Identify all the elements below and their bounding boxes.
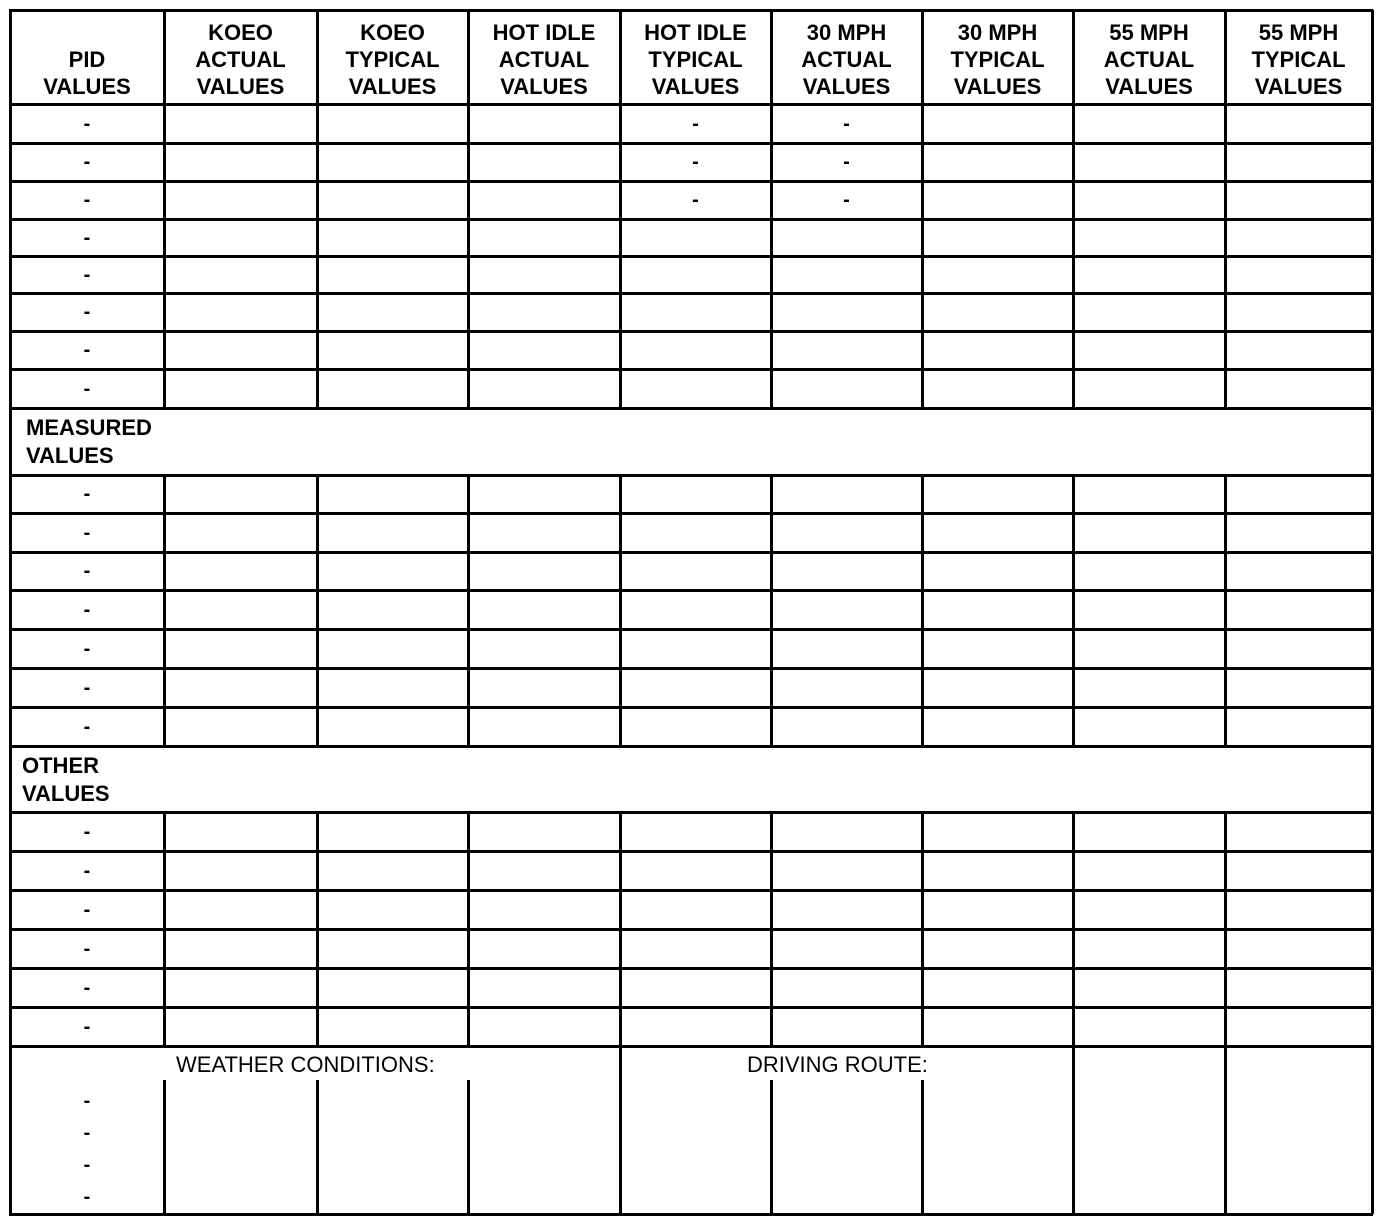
column-header-mph30_typical [922,10,1073,104]
row-rule [9,142,1373,145]
cell-dash: - [83,715,91,738]
cell-dash: - [83,1154,91,1176]
column-rule [921,475,924,746]
column-header-pid-text: PID VALUES [43,47,131,99]
table-cell [468,104,620,143]
column-header-mph55_typical-text: 55 MPH TYPICAL VALUES [1251,20,1346,99]
table-cell [1225,293,1372,331]
table-cell [771,369,922,408]
driving-route-label-text: DRIVING ROUTE: [747,1052,928,1077]
cell-dash: - [83,976,91,999]
row-rule [9,330,1373,333]
column-rule [316,475,319,746]
other-row-label [10,968,164,1007]
row-rule [9,551,1373,554]
cell-dash: - [83,898,91,921]
table-cell [922,219,1073,256]
table-cell [468,256,620,293]
footer-column-rule [921,1080,924,1214]
table-cell [620,293,771,331]
weather-conditions-label-text: WEATHER CONDITIONS: [176,1052,435,1077]
table-cell [620,143,771,181]
table-cell [468,369,620,408]
footer-dash [10,1185,164,1209]
column-header-mph30_typical-text: 30 MPH TYPICAL VALUES [950,20,1045,99]
table-cell [1073,331,1225,369]
row-rule [9,589,1373,592]
section-title-other [10,746,1372,812]
column-header-hot_idle_typical [620,10,771,104]
table-cell [1073,293,1225,331]
column-rule [163,812,166,1046]
table-cell [1073,369,1225,408]
table-cell [1225,369,1372,408]
other-row-label [10,812,164,851]
table-cell [164,369,317,408]
cell-dash: - [83,1015,91,1038]
cell-dash: - [843,112,850,135]
column-header-mph55_typical [1225,10,1372,104]
cell-dash: - [843,151,850,173]
column-rule [1072,10,1075,408]
row-rule [9,218,1373,221]
other-row-label [10,890,164,929]
cell-dash: - [843,189,850,211]
table-cell [922,293,1073,331]
cell-dash: - [83,339,91,361]
column-rule [770,10,773,408]
table-cell [1073,181,1225,219]
column-rule [619,475,622,746]
column-header-mph30_actual [771,10,922,104]
table-cell [771,256,922,293]
pid-row-label [10,104,164,143]
table-cell [620,219,771,256]
table-cell [164,331,317,369]
pid-row-label [10,369,164,408]
column-rule [619,10,622,408]
measured-title-bottom-rule [9,474,1373,477]
table-cell [771,331,922,369]
table-cell [922,256,1073,293]
row-rule [9,255,1373,258]
driving-route-label [747,1052,1073,1082]
column-header-mph55_actual [1073,10,1225,104]
footer-column-rule [770,1080,773,1214]
table-cell [164,143,317,181]
table-cell [317,219,468,256]
cell-dash: - [692,151,699,173]
column-rule [770,475,773,746]
row-rule [9,850,1373,853]
table-cell [922,104,1073,143]
cell-dash: - [83,1122,91,1144]
column-rule [1224,10,1227,408]
table-cell [620,104,771,143]
row-rule [9,368,1373,371]
table-cell [620,181,771,219]
section-title-measured [10,408,1372,475]
table-cell [1225,219,1372,256]
cell-dash: - [83,151,91,173]
cell-dash: - [83,859,91,882]
section-title-measured-text: MEASURED VALUES [26,415,152,468]
column-header-mph30_actual-text: 30 MPH ACTUAL VALUES [801,20,892,99]
footer-column-rule [619,1046,622,1214]
column-header-hot_idle_typical-text: HOT IDLE TYPICAL VALUES [644,20,747,99]
table-cell [164,181,317,219]
other-title-bottom-rule [9,811,1373,814]
table-left-border [9,10,12,1214]
cell-dash: - [83,521,91,544]
measured-row-label [10,629,164,668]
table-cell [922,369,1073,408]
cell-dash: - [83,560,91,582]
cell-dash: - [83,676,91,699]
table-cell [771,219,922,256]
table-cell [620,369,771,408]
measured-row-label [10,668,164,707]
column-header-pid [10,10,164,104]
row-rule [9,628,1373,631]
pid-row-label [10,181,164,219]
row-rule [9,1006,1373,1009]
measured-row-label [10,552,164,590]
table-cell [620,331,771,369]
column-rule [467,10,470,408]
table-cell [771,104,922,143]
row-rule [9,967,1373,970]
row-rule [9,180,1373,183]
table-cell [164,293,317,331]
table-cell [468,143,620,181]
table-cell [317,143,468,181]
column-rule [770,812,773,1046]
column-header-hot_idle_actual [468,10,620,104]
column-header-koeo_typical-text: KOEO TYPICAL VALUES [345,20,440,99]
table-cell [1225,256,1372,293]
measured-row-label [10,590,164,629]
row-rule [9,407,1373,410]
table-cell [164,104,317,143]
column-rule [163,475,166,746]
table-cell [1225,143,1372,181]
cell-dash: - [692,189,699,211]
table-right-border [1371,10,1374,1214]
other-row-label [10,1007,164,1046]
column-rule [1224,812,1227,1046]
table-cell [317,331,468,369]
column-header-mph55_actual-text: 55 MPH ACTUAL VALUES [1103,20,1195,99]
row-rule [9,889,1373,892]
column-rule [921,10,924,408]
cell-dash: - [83,301,91,323]
measured-row-label [10,475,164,513]
cell-dash: - [83,263,91,286]
table-cell [468,331,620,369]
row-rule [9,292,1373,295]
table-cell [771,181,922,219]
table-cell [771,293,922,331]
header-bottom-rule [9,103,1373,106]
column-header-hot_idle_actual-text: HOT IDLE ACTUAL VALUES [492,20,596,99]
footer-column-rule [316,1080,319,1214]
section-title-other-text: OTHER VALUES [22,753,110,806]
cell-dash: - [83,226,91,249]
pid-row-label [10,293,164,331]
table-cell [1225,104,1372,143]
table-cell [1225,331,1372,369]
other-row-label [10,929,164,968]
column-rule [921,812,924,1046]
footer-column-rule [467,1080,470,1214]
cell-dash: - [692,112,699,135]
cell-dash: - [83,937,91,960]
cell-dash: - [83,483,91,505]
cell-dash: - [83,1186,91,1208]
table-cell [1073,104,1225,143]
table-cell [164,256,317,293]
column-rule [316,812,319,1046]
column-rule [1072,475,1075,746]
table-cell [468,181,620,219]
footer-dash [10,1153,164,1177]
table-cell [164,219,317,256]
table-cell [1073,143,1225,181]
measured-row-label [10,513,164,552]
pid-row-label [10,331,164,369]
footer-dash [10,1089,164,1113]
table-cell [317,181,468,219]
table-cell [468,293,620,331]
row-rule [9,928,1373,931]
table-cell [922,181,1073,219]
cell-dash: - [83,189,91,211]
pid-row-label [10,143,164,181]
row-rule [9,667,1373,670]
footer-dash [10,1121,164,1145]
footer-column-rule [1072,1046,1075,1214]
cell-dash: - [83,377,91,400]
table-cell [317,369,468,408]
measured-row-label [10,707,164,746]
table-cell [771,143,922,181]
column-rule [619,812,622,1046]
table-cell [1225,181,1372,219]
table-cell [922,331,1073,369]
table-cell [620,256,771,293]
table-cell [1073,256,1225,293]
table-bottom-border [9,1213,1373,1216]
cell-dash: - [83,112,91,135]
cell-dash: - [83,598,91,621]
cell-dash: - [83,820,91,843]
cell-dash: - [83,1090,91,1112]
column-rule [467,475,470,746]
row-rule [9,706,1373,709]
table-top-border [9,9,1373,12]
table-cell [317,293,468,331]
column-rule [316,10,319,408]
table-cell [1073,219,1225,256]
column-rule [467,812,470,1046]
footer-column-rule [163,1080,166,1214]
column-header-koeo_actual [164,10,317,104]
cell-dash: - [83,637,91,660]
other-row-label [10,851,164,890]
table-cell [317,256,468,293]
column-header-koeo_typical [317,10,468,104]
column-rule [163,10,166,408]
table-cell [468,219,620,256]
row-rule [9,512,1373,515]
pid-row-label [10,219,164,256]
footer-column-rule [1224,1046,1227,1214]
column-rule [1224,475,1227,746]
table-cell [317,104,468,143]
row-rule [9,1045,1373,1048]
column-header-koeo_actual-text: KOEO ACTUAL VALUES [195,20,286,99]
column-rule [1072,812,1075,1046]
row-rule [9,745,1373,748]
table-cell [922,143,1073,181]
weather-conditions-label [176,1052,620,1082]
pid-row-label [10,256,164,293]
